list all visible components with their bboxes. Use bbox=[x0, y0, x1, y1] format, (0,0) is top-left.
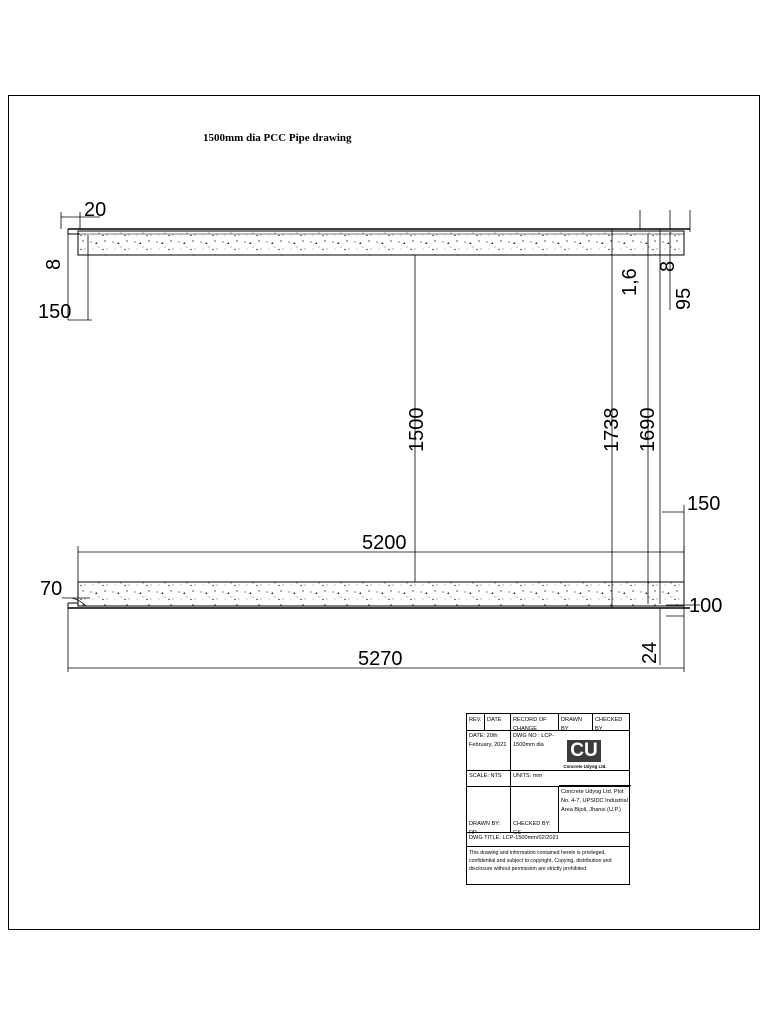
bottom-pipe-wall bbox=[68, 582, 690, 608]
title-block bbox=[466, 713, 630, 885]
disclaimer-text: This drawing and information contained herein is privileged, confidential and subject to copyright, Copying, distribution and disclosure without permission are strictly prohibited bbox=[469, 850, 612, 872]
dim-top-right-95: 95 bbox=[673, 287, 695, 310]
header-record-of-change: RECORD OF CHANGE bbox=[511, 714, 559, 730]
dim-bottom-right-150: 150 bbox=[687, 493, 721, 515]
drawing-title: 1500mm dia PCC Pipe drawing bbox=[203, 132, 352, 144]
dim-top-right-8: 8 bbox=[657, 260, 679, 272]
dwg-no-field: DWG NO : LCP-1500mm dia bbox=[513, 733, 555, 748]
title-block-drawn-row bbox=[467, 786, 629, 836]
title-block-dwg-title-row bbox=[467, 832, 629, 847]
dwg-title-field: DWG TITLE: LCP-1500mm/02/2021 bbox=[469, 835, 559, 841]
dim-bottom-right-100: 100 bbox=[689, 595, 723, 617]
header-drawn-by: DRAWN BY bbox=[559, 714, 593, 730]
date-field: DATE: 20th February, 2021 bbox=[467, 730, 511, 770]
dim-top-right-16: 1,6 bbox=[619, 268, 641, 296]
header-rev: REV. bbox=[467, 714, 485, 730]
title-block-header-row bbox=[467, 714, 629, 731]
dim-outer-dia-1738: 1738 bbox=[601, 407, 623, 452]
drawn-by-field: DRAWN BY: RP bbox=[467, 786, 511, 832]
units-field: UNITS: mm bbox=[513, 773, 543, 779]
header-checked-by: CHECKED BY bbox=[595, 717, 623, 732]
company-logo-subtitle: Concrete Udyog Ltd. bbox=[563, 764, 607, 769]
dim-top-left-150: 150 bbox=[38, 301, 72, 323]
header-date: DATE bbox=[485, 714, 511, 730]
dim-top-left-8: 8 bbox=[43, 258, 65, 270]
checked-by-field: CHECKED BY: GS bbox=[511, 786, 559, 832]
company-address: Concrete Udyog Ltd. Plot No. 4-7, UPSIDC Industrial Area Bijoli, Jhansi (U.P.) bbox=[561, 789, 628, 813]
dim-5200: 5200 bbox=[362, 532, 407, 554]
dim-20: 20 bbox=[84, 199, 107, 221]
scale-field: SCALE: NTS bbox=[467, 770, 511, 786]
company-logo-box bbox=[559, 730, 631, 786]
dim-70: 70 bbox=[40, 578, 63, 600]
top-pipe-wall bbox=[68, 229, 690, 255]
dim-24: 24 bbox=[639, 641, 661, 664]
dim-5270: 5270 bbox=[358, 648, 403, 670]
dim-1690: 1690 bbox=[637, 407, 659, 452]
dim-inner-dia-1500: 1500 bbox=[406, 407, 428, 452]
company-logo: CU bbox=[567, 740, 601, 762]
